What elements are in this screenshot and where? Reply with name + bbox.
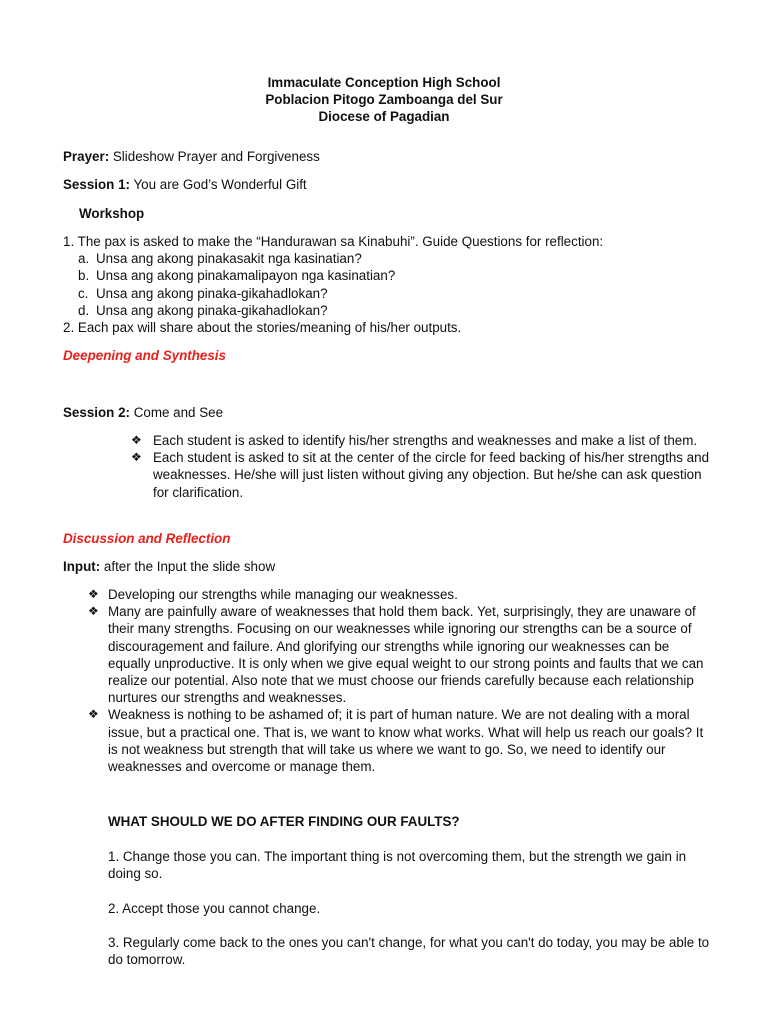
guide-question: b. Unsa ang akong pinakamalipayon nga kasinatian? — [78, 268, 396, 284]
school-name: Immaculate Conception High School — [267, 75, 501, 90]
guide-question: d. Unsa ang akong pinaka-gikahadlokan? — [78, 302, 328, 318]
workshop-title: Workshop — [79, 206, 145, 221]
guide-questions — [63, 250, 723, 319]
bullet-item: ❖ Developing our strengths while managing our weaknesses. — [88, 587, 458, 602]
fault-step: 1. Change those you can. The important thing is not overcoming them, but the strength we gain in doing so. — [108, 849, 687, 882]
school-address: Poblacion Pitogo Zamboanga del Sur — [265, 92, 503, 107]
diamond-bullet-icon: ❖ — [88, 707, 99, 722]
input-text: after the Input the slide show — [100, 559, 276, 574]
prayer-line — [63, 148, 713, 165]
fault-step: 3. Regularly come back to the ones you can't change, for what you can't do today, you may be able to do tomorrow. — [108, 935, 710, 968]
bullet-item: ❖ Weakness is nothing to be ashamed of; it is part of human nature. We are not dealing with a moral issue, but a practical one. That is, we want to know what works. What will help us reach our goals? It is not weakness but strength that will take us where we want to go. So, we need to identify our weaknesses and overcome or manage them. — [88, 707, 704, 775]
session1-line — [63, 176, 713, 193]
fault-step: 2. Accept those you cannot change. — [108, 901, 321, 916]
diamond-bullet-icon: ❖ — [131, 433, 142, 447]
guide-question: a. Unsa ang akong pinakasakit nga kasinatian? — [78, 251, 362, 267]
faults-heading: WHAT SHOULD WE DO AFTER FINDING OUR FAULTS? — [108, 814, 460, 829]
workshop-list — [63, 233, 723, 336]
prayer-label: Prayer: — [63, 149, 110, 164]
session2-text: Come and See — [129, 405, 224, 420]
deepening-heading: Deepening and Synthesis — [63, 348, 226, 363]
diamond-bullet-icon: ❖ — [131, 450, 142, 465]
bullet-item: ❖ Each student is asked to sit at the center of the circle for feed backing of his/her strengths and weaknesses. He/she will just listen without giving any objection. But he/she can ask question for clarification. — [131, 450, 710, 500]
bullet-item: ❖ Many are painfully aware of weaknesses that hold them back. Yet, surprisingly, they are unaware of their many strengths. Focusing on our weaknesses while ignoring our strengths can be a source of discouragement and failure. And glorifying our strengths while ignoring our weaknesses can be equally unproductive. It is only when we give equal weight to our strong points and faults that we can realize our potential. Also note that we must choose our friends carefully because each relationship nurtures our strengths and weaknesses. — [88, 604, 704, 706]
bullet-item: ❖ Each student is asked to identify his/her strengths and weaknesses and make a list of them. — [131, 433, 698, 448]
session1-label: Session 1: — [63, 177, 130, 192]
diamond-bullet-icon: ❖ — [88, 604, 99, 619]
session2-label: Session 2: — [63, 405, 130, 420]
session1-text: You are God’s Wonderful Gift — [129, 177, 307, 192]
input-bullets — [63, 586, 715, 775]
diamond-bullet-icon: ❖ — [88, 587, 99, 601]
discussion-heading: Discussion and Reflection — [63, 531, 231, 546]
workshop-item-2: 2. Each pax will share about the stories/meaning of his/her outputs. — [63, 320, 462, 336]
input-label: Input: — [63, 559, 101, 574]
diocese-name: Diocese of Pagadian — [318, 109, 450, 124]
session2-line — [63, 404, 713, 421]
session2-bullets — [63, 432, 713, 501]
workshop-item-1: 1. The pax is asked to make the “Handurawan sa Kinabuhi”. Guide Questions for reflection: — [63, 234, 604, 249]
guide-question: c. Unsa ang akong pinaka-gikahadlokan? — [78, 285, 328, 301]
document-header — [0, 74, 768, 125]
input-line — [63, 558, 713, 575]
prayer-text: Slideshow Prayer and Forgiveness — [109, 149, 320, 164]
